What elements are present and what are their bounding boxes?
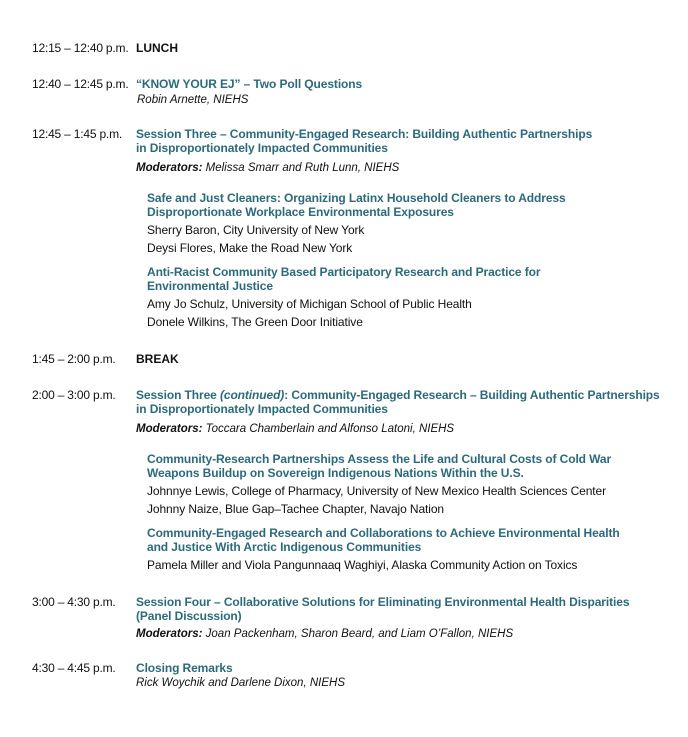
moderators-label: Moderators:	[136, 162, 203, 174]
talk-title-line1: Community-Engaged Research and Collaborations to Achieve Environmental Health	[147, 526, 620, 540]
talk-title-line1: Safe and Just Cleaners: Organizing Latinx Household Cleaners to Address	[147, 191, 566, 205]
agenda-presenter: Robin Arnette, NIEHS	[137, 94, 249, 106]
speaker: Amy Jo Schulz, University of Michigan School of Public Health	[147, 297, 472, 311]
talk	[147, 265, 676, 329]
speaker: Sherry Baron, City University of New York	[147, 223, 365, 237]
talk-title-line2: and Justice With Arctic Indigenous Communities	[147, 540, 422, 554]
session-title-line2: in Disproportionately Impacted Communities	[136, 402, 388, 416]
session-title-continued: (continued)	[219, 388, 285, 402]
talk-title-line2: Disproportionate Workplace Environmental Exposures	[147, 205, 454, 219]
speaker: Donele Wilkins, The Green Door Initiative	[147, 315, 363, 329]
agenda-time: 12:15 – 12:40 p.m.	[32, 41, 129, 55]
moderators	[136, 161, 676, 175]
moderators-label: Moderators:	[136, 628, 203, 640]
speaker: Johnnye Lewis, College of Pharmacy, University of New Mexico Health Sciences Center	[147, 484, 607, 498]
moderators	[136, 422, 676, 436]
moderators-names: Joan Packenham, Sharon Beard, and Liam O’Fallon, NIEHS	[202, 628, 514, 640]
talk	[147, 526, 676, 572]
agenda-time: 12:45 – 1:45 p.m.	[32, 127, 122, 141]
session-title-line2: (Panel Discussion)	[136, 609, 242, 623]
session-title-line1: Session Four – Collaborative Solutions for Eliminating Environmental Health Disparities	[136, 595, 630, 609]
moderators	[136, 627, 676, 641]
agenda-title: “KNOW YOUR EJ” – Two Poll Questions	[136, 77, 363, 91]
agenda-presenter: Rick Woychik and Darlene Dixon, NIEHS	[136, 677, 345, 689]
session-title-pre: Session Three	[136, 388, 220, 402]
session-title-line2: in Disproportionately Impacted Communities	[136, 141, 388, 155]
agenda-time: 1:45 – 2:00 p.m.	[32, 352, 116, 366]
agenda-title: Closing Remarks	[136, 661, 233, 675]
session-title-line1	[136, 388, 676, 402]
agenda-title: LUNCH	[136, 41, 178, 55]
session-title-post: : Community-Engaged Research – Building Authentic Partnerships	[284, 388, 660, 402]
talk-title-line2: Weapons Buildup on Sovereign Indigenous Nations Within the U.S.	[147, 466, 524, 480]
speaker: Pamela Miller and Viola Pangunnaaq Waghiyi, Alaska Community Action on Toxics	[147, 558, 578, 572]
agenda-time: 4:30 – 4:45 p.m.	[32, 661, 116, 675]
talk-title-line2: Environmental Justice	[147, 279, 273, 293]
talk	[147, 191, 676, 255]
agenda-title: BREAK	[136, 352, 179, 366]
agenda-time: 3:00 – 4:30 p.m.	[32, 595, 116, 609]
moderators-names: Toccara Chamberlain and Alfonso Latoni, NIEHS	[202, 423, 455, 435]
talk	[147, 452, 676, 516]
talk-title-line1: Anti-Racist Community Based Participatory Research and Practice for	[147, 265, 541, 279]
speaker: Johnny Naize, Blue Gap–Tachee Chapter, Navajo Nation	[147, 502, 444, 516]
moderators-names: Melissa Smarr and Ruth Lunn, NIEHS	[202, 162, 400, 174]
moderators-label: Moderators:	[136, 423, 203, 435]
agenda-time: 12:40 – 12:45 p.m.	[32, 77, 129, 91]
talk-title-line1: Community-Research Partnerships Assess the Life and Cultural Costs of Cold War	[147, 452, 612, 466]
speaker: Deysi Flores, Make the Road New York	[147, 241, 353, 255]
session-title-line1: Session Three – Community-Engaged Research: Building Authentic Partnerships	[136, 127, 593, 141]
agenda-time: 2:00 – 3:00 p.m.	[32, 388, 116, 402]
